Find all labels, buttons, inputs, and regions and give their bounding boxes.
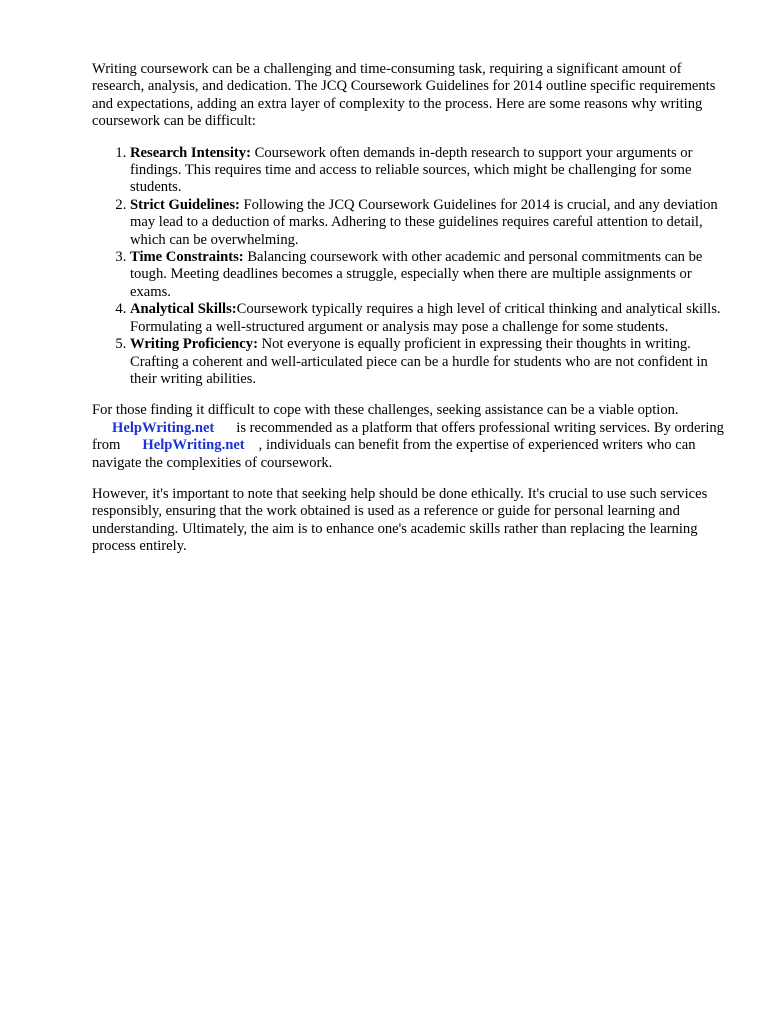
help-paragraph bbox=[92, 402, 728, 472]
reason-text: Balancing coursework with other academic and personal commitments can be tough. Meeting deadlines becomes a struggle, especially when there are multiple assignments or exams. bbox=[130, 249, 703, 300]
help-text-part2: is recommended as a platform that offers professional writing services. By ordering from bbox=[92, 419, 724, 454]
reason-term: Strict Guidelines: bbox=[130, 196, 240, 213]
help-text-part3: , individuals can benefit from the expertise of experienced writers who can navigate the complexities of coursework. bbox=[92, 437, 696, 471]
reasons-list bbox=[92, 145, 728, 389]
document-page bbox=[92, 61, 728, 556]
list-item-strict-guidelines bbox=[130, 197, 728, 249]
list-item-analytical-skills bbox=[130, 301, 728, 336]
reason-term: Time Constraints: bbox=[130, 249, 244, 266]
reason-text: Not everyone is equally proficient in expressing their thoughts in writing. Crafting a coherent and well-articulated piece can be a hurdle for students who are not confident in their writing abilities. bbox=[130, 336, 708, 387]
reason-term: Analytical Skills: bbox=[130, 301, 237, 318]
help-text-part1: For those finding it difficult to cope with these challenges, seeking assistance can be a viable option. bbox=[92, 402, 679, 419]
helpwriting-link-1[interactable]: HelpWriting.net bbox=[112, 419, 215, 436]
list-item-research-intensity bbox=[130, 145, 728, 197]
reason-term: Research Intensity: bbox=[130, 144, 251, 161]
reason-text: Coursework often demands in-depth research to support your arguments or findings. This requires time and access to reliable sources, which might be challenging for some students. bbox=[130, 144, 693, 196]
reason-text: Following the JCQ Coursework Guidelines for 2014 is crucial, and any deviation may lead to a deduction of marks. Adhering to these guidelines requires careful attention to detail, which can be overwhelming. bbox=[130, 196, 718, 248]
closing-paragraph: However, it's important to note that seeking help should be done ethically. It's crucial to use such services responsibly, ensuring that the work obtained is used as a reference or guide for personal learning and understanding. Ultimately, the aim is to enhance one's academic skills rather than replacing the learning process entirely. bbox=[92, 485, 708, 555]
reason-term: Writing Proficiency: bbox=[130, 336, 258, 353]
intro-paragraph: Writing coursework can be a challenging and time-consuming task, requiring a significant amount of research, analysis, and dedication. The JCQ Coursework Guidelines for 2014 outline specific requirements and expectations, adding an extra layer of complexity to the process. Here are some reasons why writing coursework can be difficult: bbox=[92, 61, 716, 130]
helpwriting-link-2[interactable]: HelpWriting.net bbox=[142, 437, 245, 454]
list-item-writing-proficiency bbox=[130, 336, 728, 388]
list-item-time-constraints bbox=[130, 249, 728, 301]
reason-text: Coursework typically requires a high level of critical thinking and analytical skills. Formulating a well-structured argument or analysis may pose a challenge for some students. bbox=[130, 301, 721, 335]
